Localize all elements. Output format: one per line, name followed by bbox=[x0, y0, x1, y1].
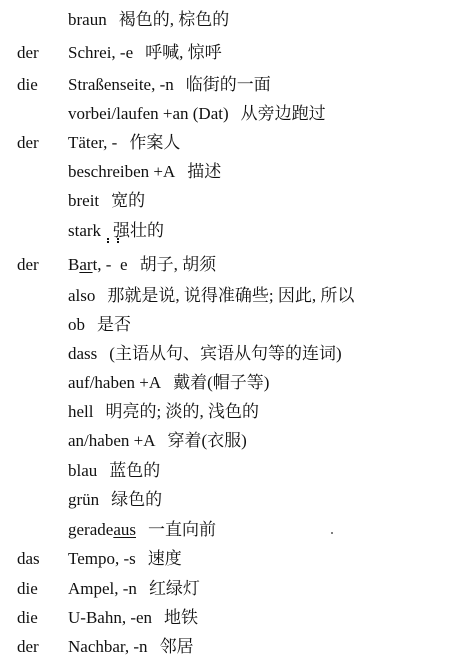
vocab-meaning: 绿色的 bbox=[111, 490, 163, 509]
vocab-article: der bbox=[17, 637, 39, 656]
vocab-meaning: 是否 bbox=[97, 315, 131, 334]
vocab-word: breit bbox=[68, 191, 100, 210]
vocab-word: Ampel, -n bbox=[68, 579, 137, 598]
vocab-word: blau bbox=[68, 461, 98, 480]
vocab-meaning: 穿着(衣服) bbox=[167, 431, 247, 450]
vocab-word: beschreiben +A bbox=[68, 162, 176, 181]
vocab-word: geradeaus bbox=[68, 520, 136, 539]
vocab-entry bbox=[68, 517, 216, 543]
vocab-word: braun bbox=[68, 10, 107, 29]
vocab-word: Schrei, -e bbox=[68, 43, 134, 62]
vocab-meaning: (主语从句、宾语从句等的连词) bbox=[109, 344, 342, 363]
vocab-meaning: 那就是说, 说得准确些; 因此, 所以 bbox=[107, 286, 355, 305]
vocab-entry bbox=[68, 399, 259, 425]
vocab-article: der bbox=[17, 43, 39, 62]
vocab-entry bbox=[68, 101, 326, 127]
vocab-entry bbox=[68, 341, 342, 367]
vocab-word: stark bbox=[68, 221, 102, 240]
vocab-entry bbox=[68, 312, 131, 338]
vocab-word: Tempo, -s bbox=[68, 549, 136, 568]
vocab-word: hell bbox=[68, 402, 94, 421]
vocab-word: auf/haben +A bbox=[68, 373, 162, 392]
vocab-entry bbox=[68, 546, 182, 572]
vocab-word: Straßenseite, -n bbox=[68, 75, 174, 94]
vocab-meaning: 红绿灯 bbox=[148, 579, 200, 598]
vocab-meaning: 临街的一面 bbox=[185, 75, 271, 94]
vocab-meaning: 强壮的 bbox=[113, 221, 165, 240]
vocab-article: der bbox=[17, 255, 39, 274]
vocab-entry bbox=[68, 487, 162, 513]
vocab-article: die bbox=[17, 579, 38, 598]
vocab-word: an/haben +A bbox=[68, 431, 156, 450]
vocab-meaning: 从旁边跑过 bbox=[240, 104, 326, 123]
vocab-word: grün bbox=[68, 490, 100, 509]
vocab-word: U-Bahn, -en bbox=[68, 608, 153, 627]
stray-dot bbox=[331, 532, 333, 534]
vocab-entry bbox=[68, 252, 216, 278]
vocab-entry bbox=[68, 634, 194, 660]
vocab-entry bbox=[68, 458, 160, 484]
vocab-meaning: 一直向前 bbox=[147, 520, 216, 539]
vocab-entry bbox=[68, 576, 200, 602]
vocab-article: das bbox=[17, 549, 40, 568]
vocab-meaning: 作案人 bbox=[129, 133, 181, 152]
vocab-entry bbox=[68, 130, 180, 156]
vocab-word: Täter, - bbox=[68, 133, 118, 152]
vocab-word: vorbei/laufen +an (Dat) bbox=[68, 104, 229, 123]
vocab-meaning: 戴着(帽子等) bbox=[173, 373, 270, 392]
vocab-meaning: 邻居 bbox=[159, 637, 194, 656]
vocab-meaning: 明亮的; 淡的, 浅色的 bbox=[105, 402, 259, 421]
vocab-meaning: 胡子, 胡须 bbox=[139, 255, 217, 274]
vocab-word: dass bbox=[68, 344, 98, 363]
vocab-meaning: 褐色的, 棕色的 bbox=[118, 10, 230, 29]
vocab-entry bbox=[68, 159, 221, 185]
vocab-entry bbox=[68, 370, 269, 396]
vocab-meaning: 蓝色的 bbox=[109, 461, 161, 480]
vocab-meaning: 地铁 bbox=[164, 608, 199, 627]
vocab-article: die bbox=[17, 608, 38, 627]
vocab-word: Bart, - e bbox=[68, 255, 128, 274]
vocab-entry bbox=[68, 72, 271, 98]
vocab-entry bbox=[68, 428, 247, 454]
vocab-article: der bbox=[17, 133, 39, 152]
vocab-entry bbox=[68, 605, 198, 631]
vocab-article: die bbox=[17, 75, 38, 94]
vocab-entry bbox=[68, 40, 222, 66]
vocab-meaning: 宽的 bbox=[111, 191, 146, 210]
vocab-entry bbox=[68, 7, 229, 33]
vocab-word: also bbox=[68, 286, 96, 305]
vocab-entry bbox=[68, 188, 145, 214]
vocab-word: Nachbar, -n bbox=[68, 637, 148, 656]
umlaut-mark: - bbox=[106, 252, 116, 278]
vocab-word: ob bbox=[68, 315, 85, 334]
vocab-meaning: 速度 bbox=[147, 549, 182, 568]
vocab-meaning: 描述 bbox=[187, 162, 222, 181]
vocab-entry bbox=[68, 283, 354, 309]
vocab-meaning: 呼喊, 惊呼 bbox=[145, 43, 222, 62]
